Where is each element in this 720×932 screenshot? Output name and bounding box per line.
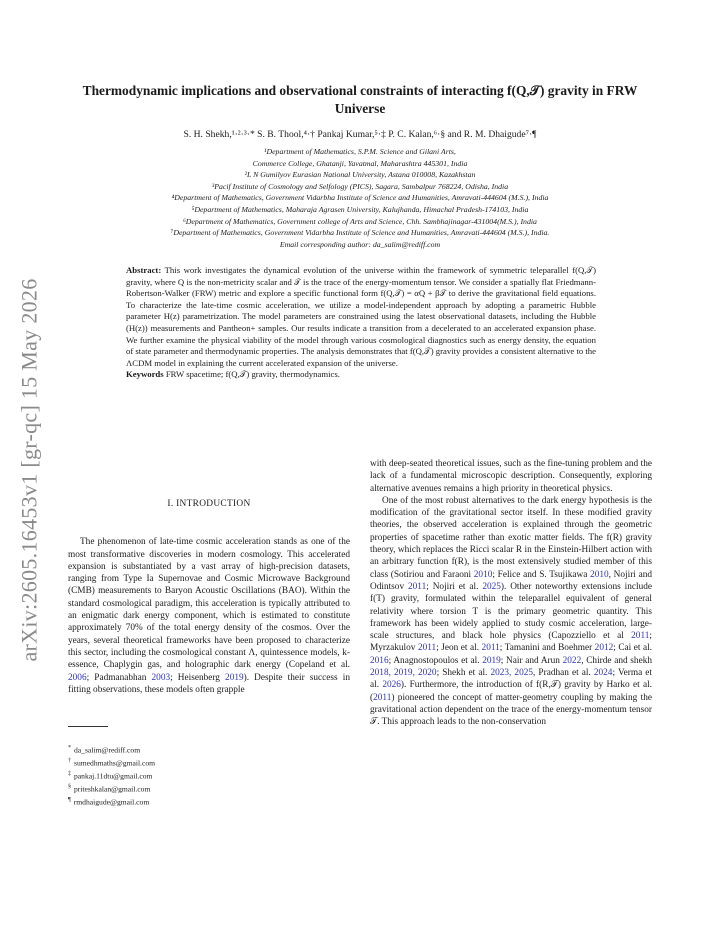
citation-link[interactable]: 2019 — [225, 672, 244, 683]
abstract-text: This work investigates the dynamical evolution of the universe within the framework of symmetric teleparallel f(Q,𝒯) gravity, where Q is the non-metricity scalar and 𝒯 is the trace of the energy-momentum tensor. We consider a spatially flat Friedmann-Robertson-Walker (FRW) metric and explore a specific functional form f(Q,𝒯) = αQ + β𝒯 to derive the gravitational field equations. To characterize the late-time cosmic acceleration, we utilize a model-independent approach by adopting a parametric Hubble parameter H(z) parametrization. The model parameters are constrained using the latest observational datasets, including the Hubble (H(z)) measurements and Pantheon+ samples. Our results indicate a transition from a decelerated to an accelerated expansion phase. We further examine the physical viability of the model through various cosmological diagnostics such as energy density, the equation of state parameter and thermodynamic properties. The analysis demonstrates that f(Q,𝒯) gravity provides a consistent alternative to the ΛCDM model in explaining the current accelerated expansion of the universe. — [126, 265, 597, 368]
footnote-divider — [68, 726, 108, 727]
citation-link[interactable]: 2011 — [417, 643, 437, 654]
citation-link[interactable]: 2018, 2019, 2020 — [370, 668, 437, 679]
paragraph: with deep-seated theoretical issues, such as the fine-tuning problem and the lack of a fundamental microscopic description. Consequently, exploring alternative avenues remains a high priority in theoretical physics. — [370, 459, 652, 494]
citation-link[interactable]: 2011 — [631, 631, 650, 642]
citation-link[interactable]: 2006 — [68, 672, 87, 683]
citation-link[interactable]: 2003 — [151, 672, 171, 683]
citation-link[interactable]: 2010 — [590, 569, 609, 580]
arxiv-sidebar-stamp — [8, 280, 52, 660]
footnotes — [68, 743, 350, 808]
citation-link[interactable]: 2026 — [382, 680, 401, 691]
citation-link[interactable]: 2011 — [407, 581, 427, 592]
footnote: ¶ rmdhaigude@gmail.com — [68, 796, 150, 807]
corresponding-email: Email corresponding author: da_salim@rediff.com — [279, 239, 441, 249]
right-column — [370, 458, 652, 729]
citation-link[interactable]: 2025 — [482, 581, 501, 592]
affiliation-line: Commerce College, Ghatanji, Yavatmal, Maharashtra 445301, India — [252, 158, 468, 168]
affiliation-line: ²L N Gumilyov Eurasian National University, Astana 010008, Kazakhstan — [244, 170, 476, 180]
paragraph: The phenomenon of late-time cosmic acceleration stands as one of the most transformative discoveries in modern cosmology. This accelerated expansion is substantiated by a vast array of high-precision datasets, ranging from Type Ia Supernovae and Cosmic Microwave Background (CMB) measurements to Baryon Acoustic Oscillations (BAO). Within the standard cosmological paradigm, this acceleration is typically attributed to an enigmatic dark energy component, which is estimated to constitute approximately 70% of the total energy density of the cosmos. Over the years, several theoretical frameworks have been proposed to characterize this sector, including the cosmological constant Λ, quintessence models, k-essence, Chaplygin gas, and holographic dark energy (Copeland et al. 2006; Padmanabhan 2003; Heisenberg 2019). Despite their success in fitting observations, these models often grapple — [68, 537, 350, 695]
left-column — [68, 498, 350, 808]
abstract-label: Abstract: — [126, 265, 162, 275]
affiliation-line: ⁶Department of Mathematics, Government college of Arts and Science, Chh. Sambhajinagar-431004(M.S.), India — [183, 216, 537, 226]
affiliations — [28, 146, 692, 250]
author-list: S. H. Shekh,¹·²·³·* S. B. Thool,⁴·† Pankaj Kumar,⁵·‡ P. C. Kalan,⁶·§ and R. M. Dhaigude⁷·¶ — [183, 129, 537, 140]
citation-link[interactable]: 2016 — [370, 655, 389, 666]
citation-link[interactable]: 2023, 2025 — [490, 668, 534, 679]
paragraph: One of the most robust alternatives to the dark energy hypothesis is the modification of the gravitational sector itself. In these modified gravity theories, the observed acceleration is explained through the geometric properties of spacetime rather than exotic matter fields. The f(R) gravity theory, which replaces the Ricci scalar R in the Einstein-Hilbert action with an arbitrary function f(R), is the most extensively studied member of this class (Sotiriou and Faraoni 2010; Felice and S. Tsujikawa 2010, Nojiri and Odintsov 2011; Nojiri et al. 2025). Other noteworthy extensions include f(T) gravity, formulated within the teleparallel equivalent of general relativity where torsion T is the primary geometric quantity. This framework has been widely applied to study cosmic acceleration, large-scale structures, and black hole physics (Capozziello et al 2011; Myrzakulov 2011; Jeon et al. 2011; Tamanini and Boehmer 2012; Cai et al. 2016; Anagnostopoulos et al. 2019; Nair and Arun 2022, Chirde and shekh 2018, 2019, 2020; Shekh et al. 2023, 2025, Pradhan et al. 2024; Verma et al. 2026). Furthermore, the introduction of f(R,𝒯) gravity by Harko et al. (2011) pioneered the concept of matter-geometry coupling by making the gravitational action dependent on the trace of the energy-momentum tensor 𝒯. This approach leads to the non-conservation — [370, 495, 653, 728]
citation-link[interactable]: 2024 — [593, 668, 613, 679]
keywords-text: FRW spacetime; f(Q,𝒯) gravity, thermodynamics. — [165, 369, 340, 380]
affiliation-line: ⁵Department of Mathematics, Maharaja Agrasen University, Kalujhanda, Himachal Pradesh-174103, India — [191, 204, 529, 214]
citation-link[interactable]: 2019 — [482, 655, 501, 666]
paper-title: Thermodynamic implications and observational constraints of interacting f(Q,𝒯) gravity in FRW Universe — [82, 83, 638, 116]
citation-link[interactable]: 2011 — [481, 643, 500, 654]
footnote: * da_salim@rediff.com — [68, 745, 141, 755]
abstract-block — [126, 265, 596, 381]
section-heading-introduction: I. INTRODUCTION — [167, 499, 251, 509]
keywords-label: Keywords — [126, 369, 164, 380]
citation-link[interactable]: 2011 — [373, 692, 392, 703]
keywords-line — [126, 369, 596, 381]
affiliation-line: ³Pacif Institute of Cosmology and Selfology (PICS), Sagara, Sambalpur 768224, Odisha, India — [211, 181, 509, 191]
citation-link[interactable]: 2010 — [473, 569, 493, 580]
footnote: § priteshkalan@gmail.com — [68, 783, 151, 794]
affiliation-line: ⁴Department of Mathematics, Government Vidarbha Institute of Science and Humanities, Amravati-444604 (M.S.), India — [171, 193, 549, 203]
citation-link[interactable]: 2022 — [562, 655, 582, 666]
footnote: † sumedhmaths@gmail.com — [68, 758, 156, 768]
affiliation-line: ¹Department of Mathematics, S.P.M. Science and Gilani Arts, — [264, 147, 456, 156]
citation-link[interactable]: 2012 — [594, 643, 614, 654]
arxiv-id-text: arXiv:2605.16453v1 [gr-qc] 15 May 2026 — [17, 278, 42, 662]
footnote: ‡ pankaj.11dtu@gmail.com — [68, 771, 153, 781]
affiliation-line: ⁷Department of Mathematics, Government Vidarbha Institute of Science and Humanities, Amravati-444604 (M.S.), India. — [170, 228, 550, 238]
